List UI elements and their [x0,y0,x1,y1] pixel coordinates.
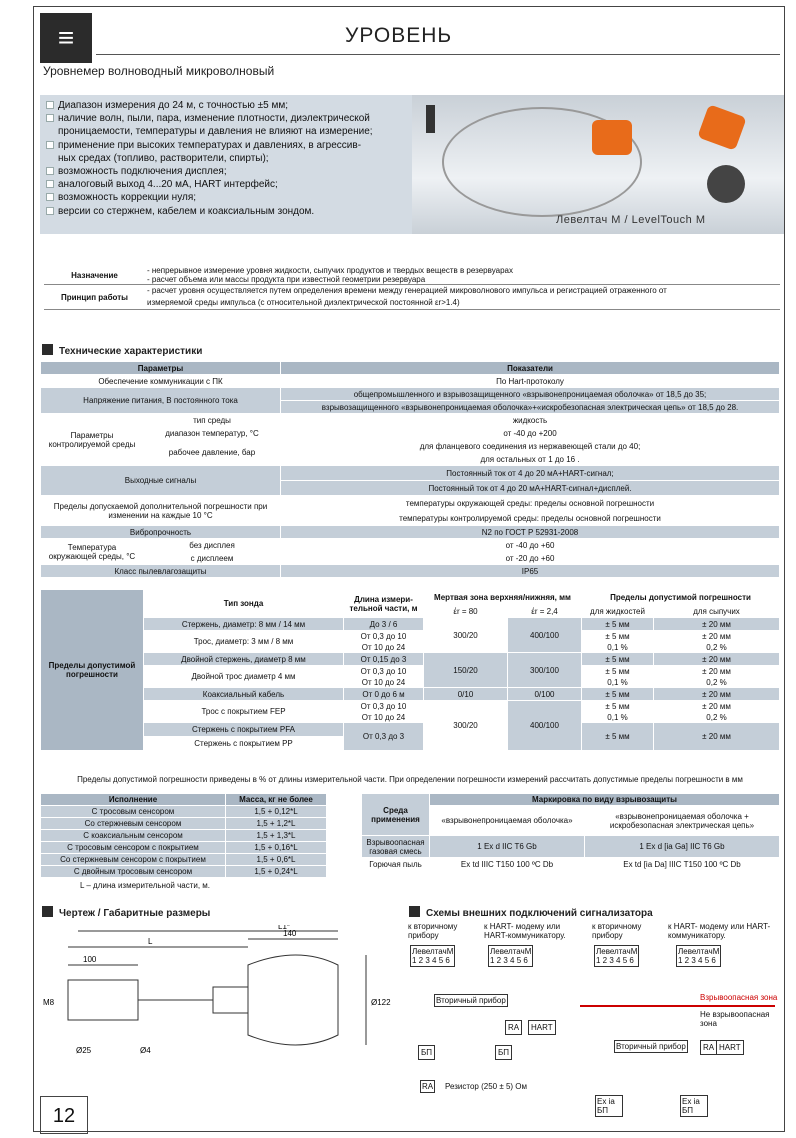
param-cell: Параметры контролируемой среды [41,414,144,466]
resistor-legend-symbol: RA [422,1082,434,1091]
secondary-device: Вторичный прибор [616,1042,686,1051]
wiring-header: к HART- модему или HART-коммуникатору. [484,922,566,940]
error-bulk: ± 20 мм [654,666,780,677]
principle-line: измеряемой среды импульса (с относительной диэлектрической постоянной εr>1.4) [147,298,460,307]
probe-length: От 10 до 24 [344,642,424,653]
hazard-label: Взрывоопасная зона [700,993,778,1002]
value-cell: для остальных от 1 до 16 . [281,453,780,466]
mass-variant: С тросовым сенсором с покрытием [41,842,226,854]
purpose-line: - непрерывное измерение уровня жидкости, сыпучих продуктов и твердых веществ в резервуарах [147,266,513,275]
feature-item: аналоговый выход 4...20 мА, HART интерфейс; [40,178,412,191]
error-liquid: ± 5 мм [582,701,654,712]
probe-length: От 0,3 до 10 [344,666,424,677]
section-icon [409,906,420,917]
col-header: «взрывонепроницаемая оболочка + искробезопасная электрическая цепь» [585,806,780,836]
ex-power-supply: Ex ia БП [680,1095,708,1117]
error-liquid: 0,1 % [582,712,654,723]
dead-zone: 150/20 [424,653,508,688]
probe-table [40,589,780,751]
error-bulk: ± 20 мм [654,618,780,631]
secondary-device: Вторичный прибор [436,996,506,1005]
col-header: έr = 2,4 [508,606,582,618]
error-liquid: 0,1 % [582,677,654,688]
col-header: Параметры [41,362,281,375]
col-header: Пределы допустимой погрешности [582,590,780,606]
error-liquid: ± 5 мм [582,723,654,751]
dimension-drawing [38,925,398,1075]
error-liquid: ± 5 мм [582,631,654,642]
mass-value: 1,5 + 0,12*L [226,806,327,818]
mass-variant: Со стержневым сенсором [41,818,226,830]
wiring-header: к вторичному прибору [408,922,458,940]
param-cell: Вибропрочность [41,526,281,539]
power-supply: БП [418,1045,435,1060]
mass-variant: С двойным тросовым сенсором [41,866,226,878]
error-bulk: ± 20 мм [654,631,780,642]
dead-zone: 300/100 [508,653,582,688]
marking-cell: Ex td IIIC T150 100 ºC Db [430,858,585,872]
error-bulk: ± 20 мм [654,653,780,666]
param-cell: с дисплеем [144,552,281,565]
dead-zone: 0/100 [508,688,582,701]
mass-footnote: L – длина измерительной части, м. [80,881,211,890]
probe-length: От 0,3 до 10 [344,631,424,642]
accuracy-note: Пределы допустимой погрешности приведены в % от длины измерительной части. При определении погрешности измерений рассчитать допустимые пределы погрешности в мм [77,775,743,784]
device-block: ЛевелтачМ 1 2 3 4 5 6 [490,947,532,965]
col-header: Маркировка по виду взрывозащиты [430,794,780,806]
section-icon [42,344,53,355]
mass-value: 1,5 + 0,24*L [226,866,327,878]
mass-value: 1,5 + 1,2*L [226,818,327,830]
value-cell: IP65 [281,565,780,578]
drawing-heading: Чертеж / Габаритные размеры [42,906,210,919]
probe-length: От 0 до 6 м [344,688,424,701]
power-supply: БП [495,1045,512,1060]
param-cell: Класс пылевлагозащиты [41,565,281,578]
value-cell: для фланцевого соединения из нержавеющей стали до 40; [281,440,780,453]
probe-length: От 10 до 24 [344,712,424,723]
probe-type: Стержень с покрытием PP [144,737,344,751]
mass-value: 1,5 + 1,3*L [226,830,327,842]
dead-zone: 300/20 [424,701,508,751]
probe-group-label: Пределы допустимой погрешности [41,590,144,751]
probe-type: Стержень, диаметр: 8 мм / 14 мм [144,618,344,631]
param-cell: Обеспечение коммуникации с ПК [41,375,281,388]
feature-item: применение при высоких температурах и давлениях, в агрессив- [40,139,412,152]
marking-cell: Ex td [ia Da] IIIC T150 100 ºC Db [585,858,780,872]
param-cell: Выходные сигналы [41,466,281,496]
marking-cell: 1 Ex d [ia Ga] IIC T6 Gb [585,836,780,858]
probe-length: До 3 / 6 [344,618,424,631]
display-image [707,165,745,203]
specs-heading: Технические характеристики [42,344,202,357]
col-header: для жидкостей [582,606,654,618]
dim-M8: M8 [43,998,55,1007]
hart-modem: HART [528,1020,556,1035]
probe-housing-image [697,104,747,151]
value-cell: от -40 до +60 [281,539,780,552]
error-bulk: 0,2 % [654,712,780,723]
dead-zone: 300/20 [424,618,508,653]
param-cell: Напряжение питания, В постоянного тока [41,388,281,414]
feature-item: Диапазон измерения до 24 м, с точностью ±5 мм; [40,99,412,112]
dim-L1: L1* [278,925,291,931]
hazard-line [580,1005,775,1007]
value-cell: общепромышленного и взрывозащищенного «взрывонепроницаемая оболочка» от 18,5 до 35; [281,388,780,401]
param-cell: без дисплея [144,539,281,552]
feature-item: наличие волн, пыли, пара, изменение плотности, диэлектрической [40,112,412,125]
dim-L: L [148,937,153,946]
param-cell: тип среды [144,414,281,427]
page-title: УРОВЕНЬ [345,24,453,47]
marking-cell: 1 Ex d IIC T6 Gb [430,836,585,858]
value-cell: По Hart-протоколу [281,375,780,388]
hart-modem: HART [716,1040,744,1055]
param-cell: Пределы допускаемой дополнительной погрешности при изменении на каждые 10 °С [41,496,281,526]
device-block: ЛевелтачМ 1 2 3 4 5 6 [412,947,454,965]
env-cell: Взрывоопасная газовая смесь [362,836,430,858]
probe-length: От 10 до 24 [344,677,424,688]
feature-item: возможность коррекции нуля; [40,191,412,204]
col-header: Мертвая зона верхняя/нижняя, мм [424,590,582,606]
brand-logo: ≡ [40,13,92,63]
mass-variant: С тросовым сенсором [41,806,226,818]
device-block: ЛевелтачМ 1 2 3 4 5 6 [678,947,720,965]
feature-item: ных средах (топливо, растворители, спирты); [58,152,269,164]
wiring-header: к вторичному прибору [592,922,642,940]
param-cell: Температура окружающей среды, °С [41,539,144,565]
value-cell: температуры контролируемой среды: пределы основной погрешности [281,511,780,526]
probe-type: Двойной стержень, диаметр 8 мм [144,653,344,666]
error-liquid: ± 5 мм [582,618,654,631]
purpose-label: Назначение [45,266,145,285]
probe-housing-image [592,120,632,155]
mass-value: 1,5 + 0,6*L [226,854,327,866]
value-cell: температуры окружающей среды: пределы основной погрешности [281,496,780,511]
features-panel [40,95,412,234]
value-cell: от -40 до +200 [281,427,780,440]
device-block: ЛевелтачМ 1 2 3 4 5 6 [596,947,638,965]
col-header: Показатели [281,362,780,375]
error-bulk: ± 20 мм [654,701,780,712]
col-header: «взрывонепроницаемая оболочка» [430,806,585,836]
error-bulk: ± 20 мм [654,723,780,751]
value-cell: Постоянный ток от 4 до 20 мА+HART-сигнал; [281,466,780,481]
mass-variant: С коаксиальным сенсором [41,830,226,842]
mass-variant: Со стержневым сенсором с покрытием [41,854,226,866]
dim-d122: Ø122 [371,998,391,1007]
photo-caption: Левелтач М / LevelTouch M [556,214,706,226]
principle-label: Принцип работы [45,285,145,310]
value-cell: взрывозащищенного «взрывонепроницаемая оболочка»+«искробезопасная электрическая цепь» от 18,5 до 28. [281,401,780,414]
purpose-table [44,265,780,310]
probe-length: От 0,3 до 3 [344,723,424,751]
principle-line: - расчет уровня осуществляется путем определения времени между генерацией микроволнового импульса и регистрацией отраженного от [147,286,667,295]
value-cell: от -20 до +60 [281,552,780,565]
exmark-table [361,793,780,872]
purpose-line: - расчет объема или массы продукта при известной геометрии резервуара [147,275,426,284]
probe-length: От 0,15 до 3 [344,653,424,666]
error-liquid: ± 5 мм [582,688,654,701]
error-bulk: ± 20 мм [654,688,780,701]
error-liquid: ± 5 мм [582,653,654,666]
error-liquid: 0,1 % [582,642,654,653]
value-cell: жидкость [281,414,780,427]
resistor-symbol: RA [700,1040,717,1055]
resistor-symbol: RA [505,1020,522,1035]
feature-item: версии со стержнем, кабелем и коаксиальным зондом. [40,205,412,218]
dead-zone: 400/100 [508,701,582,751]
safe-label: Не взрывоопасная зона [700,1010,770,1028]
col-header: Тип зонда [144,590,344,618]
wiring-header: к HART- модему или HART-коммуникатору. [668,922,771,940]
env-cell: Горючая пыль [362,858,430,872]
error-bulk: 0,2 % [654,677,780,688]
page-number: 12 [40,1096,88,1134]
probe-type: Двойной трос диаметр 4 мм [144,666,344,688]
dim-100: 100 [83,955,97,964]
resistor-legend: Резистор (250 ± 5) Ом [445,1082,527,1091]
feature-item: проницаемости, температуры и давления не влияют на измерение; [58,126,373,138]
error-bulk: 0,2 % [654,642,780,653]
dim-d25: Ø25 [76,1046,92,1055]
dead-zone: 400/100 [508,618,582,653]
page-subtitle: Уровнемер волноводный микроволновый [43,64,275,78]
col-header: для сыпучих [654,606,780,618]
param-cell: рабочее давление, бар [144,440,281,466]
error-liquid: ± 5 мм [582,666,654,677]
ex-power-supply: Ex ia БП [595,1095,623,1117]
specs-table [40,361,780,578]
dim-d4: Ø4 [140,1046,151,1055]
col-header: Длина измери-тельной части, м [344,590,424,618]
dim-140: 140 [283,929,297,938]
section-icon [42,906,53,917]
mass-value: 1,5 + 0,16*L [226,842,327,854]
sensor-image [426,105,435,133]
value-cell: N2 по ГОСТ Р 52931-2008 [281,526,780,539]
col-header: Среда применения [362,794,430,836]
param-cell: диапазон температур, °С [144,427,281,440]
title-rule [96,54,780,55]
feature-item: возможность подключения дисплея; [40,165,412,178]
col-header: Масса, кг не более [226,794,327,806]
probe-type: Трос с покрытием FEP [144,701,344,723]
value-cell: Постоянный ток от 4 до 20 мА+HART-сигнал+дисплей. [281,481,780,496]
probe-type: Трос, диаметр: 3 мм / 8 мм [144,631,344,653]
mass-table [40,793,327,878]
col-header: Исполнение [41,794,226,806]
wiring-heading: Схемы внешних подключений сигнализатора [409,906,653,919]
col-header: έr = 80 [424,606,508,618]
probe-length: От 0,3 до 10 [344,701,424,712]
probe-type: Стержень с покрытием PFA [144,723,344,737]
dead-zone: 0/10 [424,688,508,701]
probe-type: Коаксиальный кабель [144,688,344,701]
